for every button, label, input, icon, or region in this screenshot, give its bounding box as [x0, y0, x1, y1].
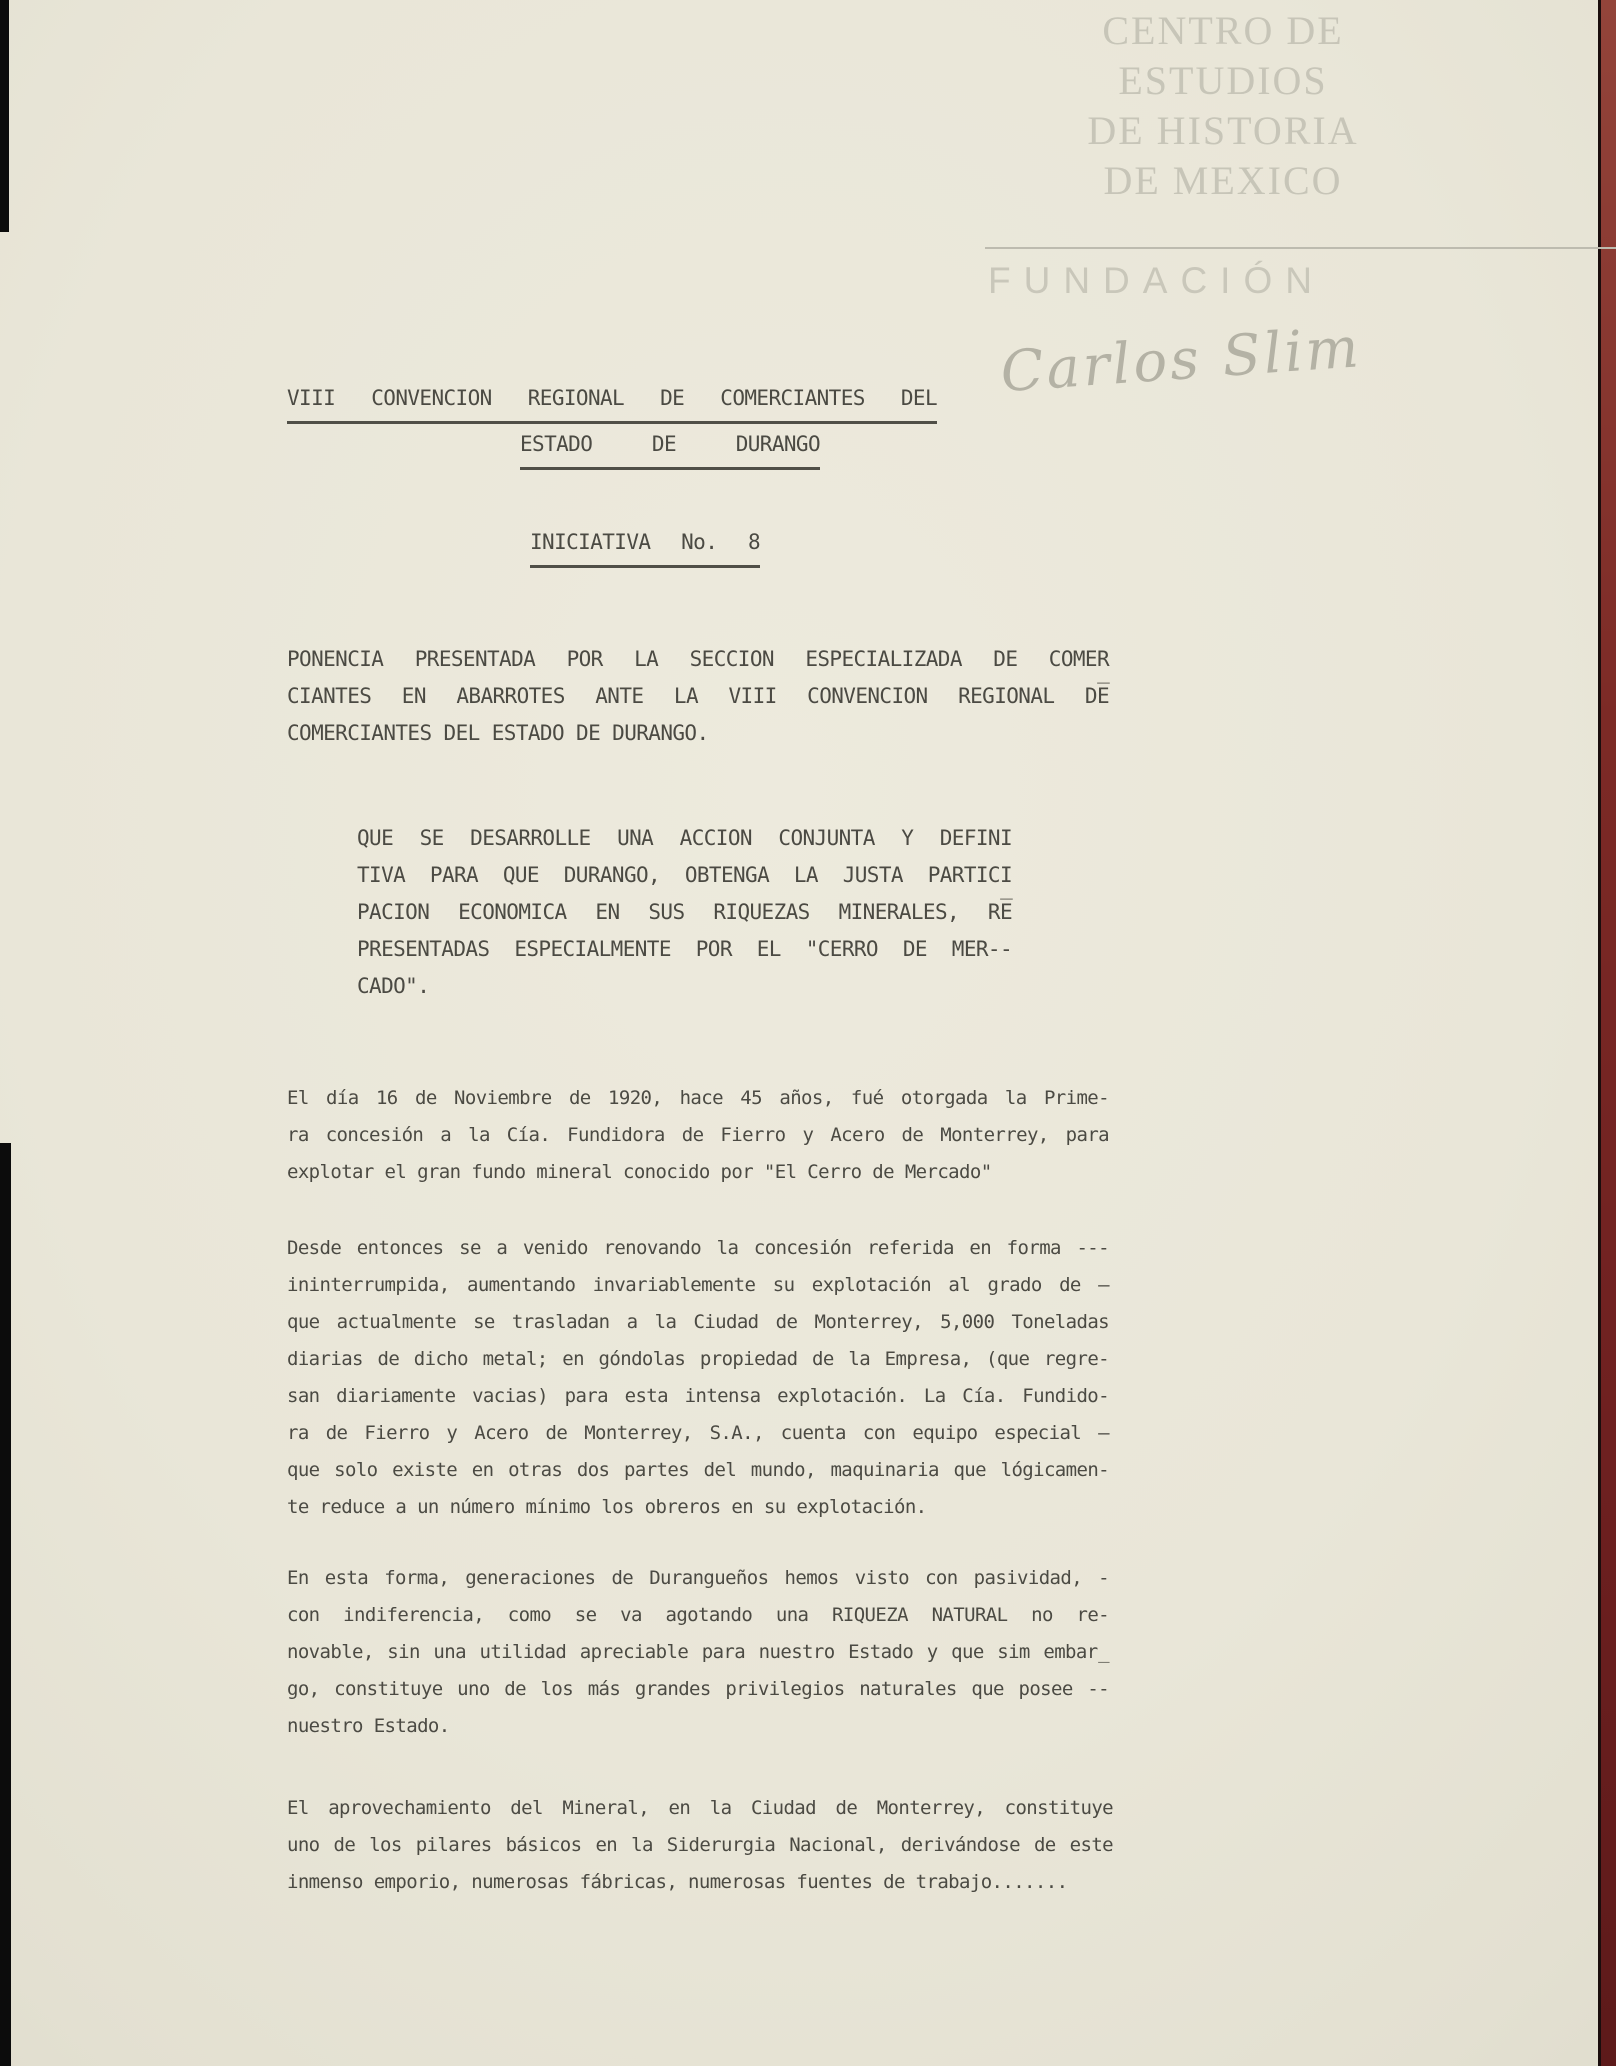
- scan-edge-left-bottom: [0, 1143, 11, 2066]
- text-line: El aprovechamiento del Mineral, en la Ciudad de Monterrey, constituye: [287, 1797, 1113, 1819]
- text-line: CIANTES EN ABARROTES ANTE LA VIII CONVENCION REGIONAL DE̅: [287, 684, 1109, 708]
- document-title-line2: ESTADO DE DURANGO: [520, 426, 820, 470]
- archive-watermark: [980, 6, 1466, 206]
- text-line: diarias de dicho metal; en góndolas propiedad de la Empresa, (que regre-: [287, 1348, 1109, 1370]
- watermark-divider: [985, 247, 1616, 249]
- text-line: PRESENTADAS ESPECIALMENTE POR EL "CERRO DE MER--: [357, 937, 1012, 961]
- watermark-line: ESTUDIOS: [1118, 58, 1328, 103]
- body-paragraph-3: [287, 1560, 1109, 1745]
- watermark-line: CENTRO DE: [1102, 8, 1344, 53]
- text-line: con indiferencia, como se va agotando una RIQUEZA NATURAL no re-: [287, 1604, 1109, 1626]
- proposal-paragraph: [357, 820, 1012, 1005]
- text-line: que solo existe en otras dos partes del mundo, maquinaria que lógicamen-: [287, 1459, 1109, 1481]
- text-line: TIVA PARA QUE DURANGO, OBTENGA LA JUSTA PARTICI: [357, 863, 1012, 887]
- text-line: san diariamente vacias) para esta intensa explotación. La Cía. Fundido-: [287, 1385, 1109, 1407]
- text-line: ra de Fierro y Acero de Monterrey, S.A., cuenta con equipo especial —: [287, 1422, 1109, 1444]
- text-line: CADO".: [357, 974, 430, 998]
- text-line: QUE SE DESARROLLE UNA ACCION CONJUNTA Y DEFINI: [357, 826, 1012, 850]
- text-line: te reduce a un número mínimo los obreros en su explotación.: [287, 1496, 927, 1518]
- text-line: go, constituye uno de los más grandes privilegios naturales que posee --: [287, 1678, 1109, 1700]
- body-paragraph-1: [287, 1080, 1109, 1191]
- text-line: novable, sin una utilidad apreciable para nuestro Estado y que sim embar̲: [287, 1641, 1109, 1663]
- carlos-slim-signature: Carlos Slim: [998, 315, 1364, 406]
- watermark-line: DE HISTORIA: [1087, 108, 1359, 153]
- ponencia-intro-paragraph: [287, 641, 1109, 752]
- watermark-foundation-label: FUNDACIÓN: [988, 260, 1325, 301]
- text-line: PONENCIA PRESENTADA POR LA SECCION ESPECIALIZADA DE COMER: [287, 647, 1109, 671]
- text-line: COMERCIANTES DEL ESTADO DE DURANGO.: [287, 721, 709, 745]
- text-line: PACION ECONOMICA EN SUS RIQUEZAS MINERALES, RE̅: [357, 900, 1012, 924]
- text-line: ininterrumpida, aumentando invariablemente su explotación al grado de —: [287, 1274, 1109, 1296]
- watermark-line: DE MEXICO: [1103, 158, 1343, 203]
- text-line: uno de los pilares básicos en la Siderurgia Nacional, derivándose de este: [287, 1834, 1113, 1856]
- text-line: El día 16 de Noviembre de 1920, hace 45 años, fué otorgada la Prime-: [287, 1087, 1109, 1109]
- document-title-line1: VIII CONVENCION REGIONAL DE COMERCIANTES DEL: [287, 380, 937, 424]
- initiative-number-heading: INICIATIVA No. 8: [530, 524, 760, 568]
- text-line: ra concesión a la Cía. Fundidora de Fierro y Acero de Monterrey, para: [287, 1124, 1109, 1146]
- text-line: que actualmente se trasladan a la Ciudad de Monterrey, 5,000 Toneladas: [287, 1311, 1109, 1333]
- text-line: Desde entonces se a venido renovando la concesión referida en forma ---: [287, 1237, 1109, 1259]
- scan-edge-left-top: [0, 0, 9, 232]
- body-paragraph-4: [287, 1790, 1113, 1901]
- text-line: nuestro Estado.: [287, 1715, 450, 1737]
- text-line: En esta forma, generaciones de Durangueños hemos visto con pasividad, -: [287, 1567, 1109, 1589]
- text-line: inmenso emporio, numerosas fábricas, numerosas fuentes de trabajo.......: [287, 1871, 1068, 1893]
- text-line: explotar el gran fundo mineral conocido por "El Cerro de Mercado": [287, 1161, 992, 1183]
- body-paragraph-2: [287, 1230, 1109, 1526]
